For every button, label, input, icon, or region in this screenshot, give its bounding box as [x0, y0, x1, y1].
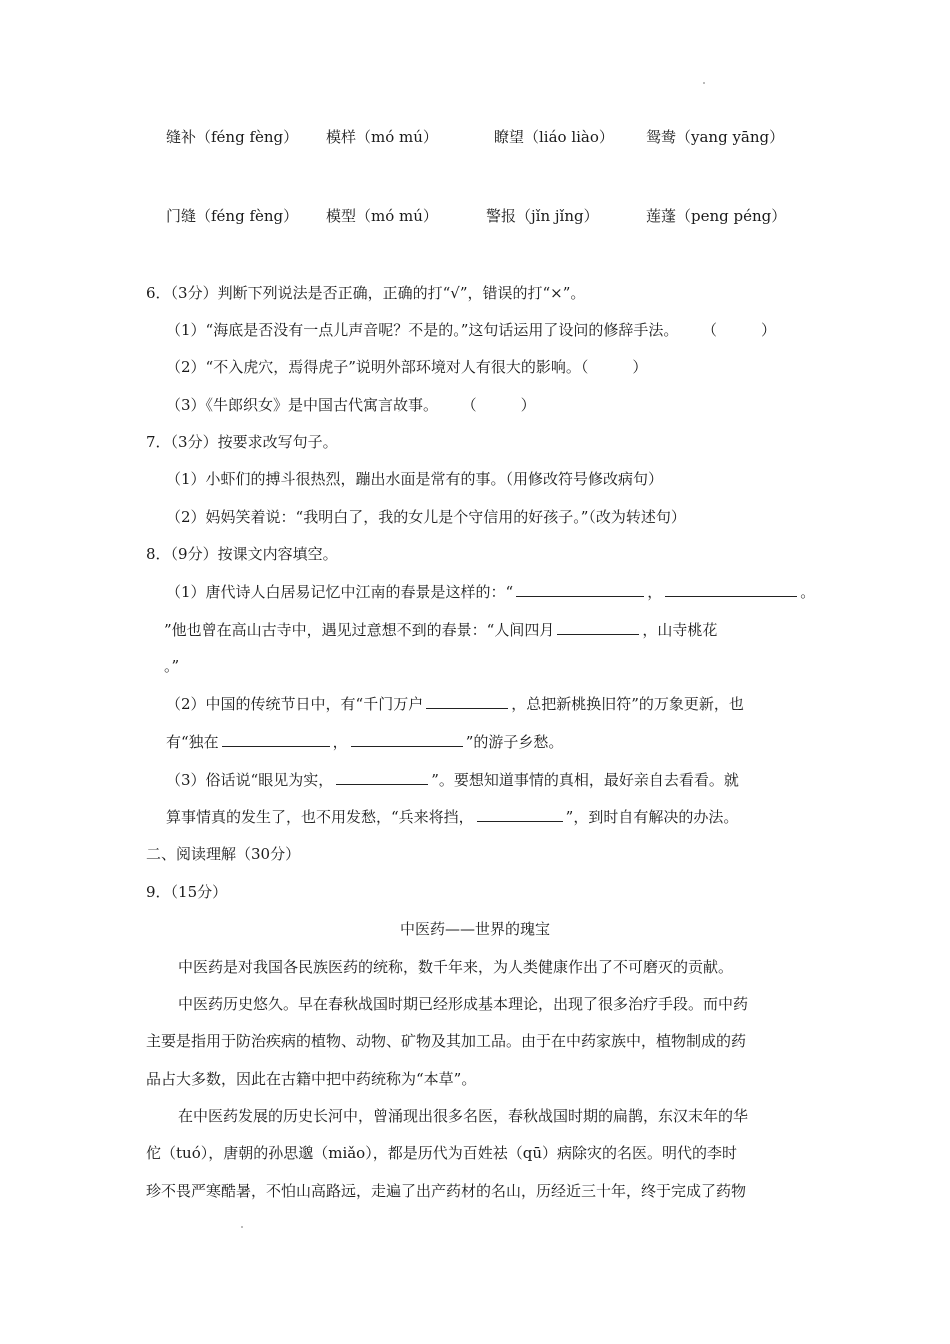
- fill-text: ”，到时自有解决的办法。: [565, 808, 739, 826]
- passage-title: 中医药——世界的瑰宝: [399, 920, 550, 938]
- fill-blank[interactable]: [477, 806, 563, 822]
- fill-text: （2）中国的传统节日中，有“千门万户: [166, 695, 424, 713]
- pinyin-item: 莲蓬（peng péng）: [646, 207, 787, 225]
- pinyin-item: 警报（jǐn jǐng）: [486, 207, 599, 225]
- question-8-p2-line1: [166, 693, 744, 715]
- fill-text: ，山寺桃花: [642, 621, 718, 639]
- fill-text: ”。要想知道事情的真相，最好亲自去看看。就: [431, 771, 739, 789]
- question-9-stem: 9．（15分）: [146, 883, 228, 901]
- passage-line: 品占大多数，因此在古籍中把中药统称为“本草”。: [146, 1070, 477, 1088]
- answer-paren-close: ）: [760, 321, 776, 339]
- item-text: （3）《牛郎织女》是中国古代寓言故事。: [166, 396, 439, 414]
- fill-blank[interactable]: [336, 769, 428, 785]
- passage-line: 佗（tuó），唐朝的孙思邈（miǎo），都是历代为百姓祛（qū）病除灾的名医。明代的李时: [146, 1144, 737, 1162]
- answer-paren-close: ）: [520, 396, 536, 414]
- answer-paren-open: （: [701, 321, 717, 339]
- fill-blank[interactable]: [516, 581, 644, 597]
- scan-dot: [241, 1226, 243, 1228]
- fill-blank[interactable]: [351, 731, 463, 747]
- pinyin-item: 缝补（féng fèng）: [166, 128, 299, 146]
- passage-line: 中医药历史悠久。早在春秋战国时期已经形成基本理论，出现了很多治疗手段。而中药: [178, 995, 749, 1013]
- fill-text: ，: [647, 583, 663, 601]
- fill-text: 。: [800, 583, 816, 601]
- question-8-p1-line1: [166, 581, 815, 603]
- fill-text: ，总把新桃换旧符”的万象更新，也: [511, 695, 744, 713]
- passage-line: 珍不畏严寒酷暑，不怕山高路远，走遍了出产药材的名山，历经近三十年，终于完成了药物: [146, 1182, 747, 1200]
- question-8-p1-line2: [164, 619, 717, 641]
- fill-text: ”的游子乡愁。: [465, 733, 564, 751]
- answer-paren-open: （: [580, 358, 589, 376]
- question-8-p2-line2: [166, 731, 563, 753]
- section-heading: 二、阅读理解（30分）: [146, 845, 301, 863]
- question-7-stem: 7．（3分）按要求改写句子。: [146, 433, 338, 451]
- question-7-item-1: （1）小虾们的搏斗很热烈，蹦出水面是常有的事。（用修改符号修改病句）: [166, 470, 664, 488]
- fill-blank[interactable]: [426, 693, 508, 709]
- question-6-item-1: [166, 319, 776, 341]
- fill-blank[interactable]: [665, 581, 797, 597]
- fill-text: ”他也曾在高山古寺中，遇见过意想不到的春景：“人间四月: [164, 621, 555, 639]
- pinyin-item: 模型（mó mú）: [326, 207, 438, 225]
- question-6-stem: 6．（3分）判断下列说法是否正确，正确的打“√”，错误的打“×”。: [146, 284, 586, 302]
- item-text: （2）“不入虎穴，焉得虎子”说明外部环境对人有很大的影响。: [166, 358, 581, 376]
- pinyin-item: 门缝（féng fèng）: [166, 207, 299, 225]
- pinyin-item: 鸳鸯（yang yāng）: [646, 128, 785, 146]
- pinyin-item: 瞭望（liáo liào）: [494, 128, 614, 146]
- pinyin-item: 模样（mó mú）: [326, 128, 438, 146]
- question-8-stem: 8．（9分）按课文内容填空。: [146, 545, 338, 563]
- item-text: （1）“海底是否没有一点儿声音呢？不是的。”这句话运用了设问的修辞手法。: [166, 321, 679, 339]
- scan-dot: [703, 82, 705, 84]
- question-8-p1-line3: 。”: [164, 657, 180, 675]
- passage-line: 在中医药发展的历史长河中，曾涌现出很多名医，春秋战国时期的扁鹊，东汉末年的华: [178, 1107, 749, 1125]
- passage-line: 主要是指用于防治疾病的植物、动物、矿物及其加工品。由于在中药家族中，植物制成的药: [146, 1032, 747, 1050]
- question-8-p3-line2: [166, 806, 738, 828]
- question-6-item-2: [166, 356, 647, 378]
- question-7-item-2: （2）妈妈笑着说：“我明白了，我的女儿是个守信用的好孩子。”（改为转述句）: [166, 508, 686, 526]
- fill-text: 算事情真的发生了，也不用发愁，“兵来将挡，: [166, 808, 474, 826]
- fill-blank[interactable]: [557, 619, 639, 635]
- fill-text: （3）俗话说“眼见为实，: [166, 771, 334, 789]
- answer-paren-close: ）: [632, 358, 648, 376]
- question-6-item-3: [166, 394, 536, 416]
- fill-text: （1）唐代诗人白居易记忆中江南的春景是这样的：“: [166, 583, 514, 601]
- passage-line: 中医药是对我国各民族医药的统称，数千年来，为人类健康作出了不可磨灭的贡献。: [178, 958, 734, 976]
- fill-blank[interactable]: [222, 731, 330, 747]
- question-8-p3-line1: [166, 769, 739, 791]
- answer-paren-open: （: [461, 396, 477, 414]
- fill-text: ，: [332, 733, 348, 751]
- fill-text: 有“独在: [166, 733, 219, 751]
